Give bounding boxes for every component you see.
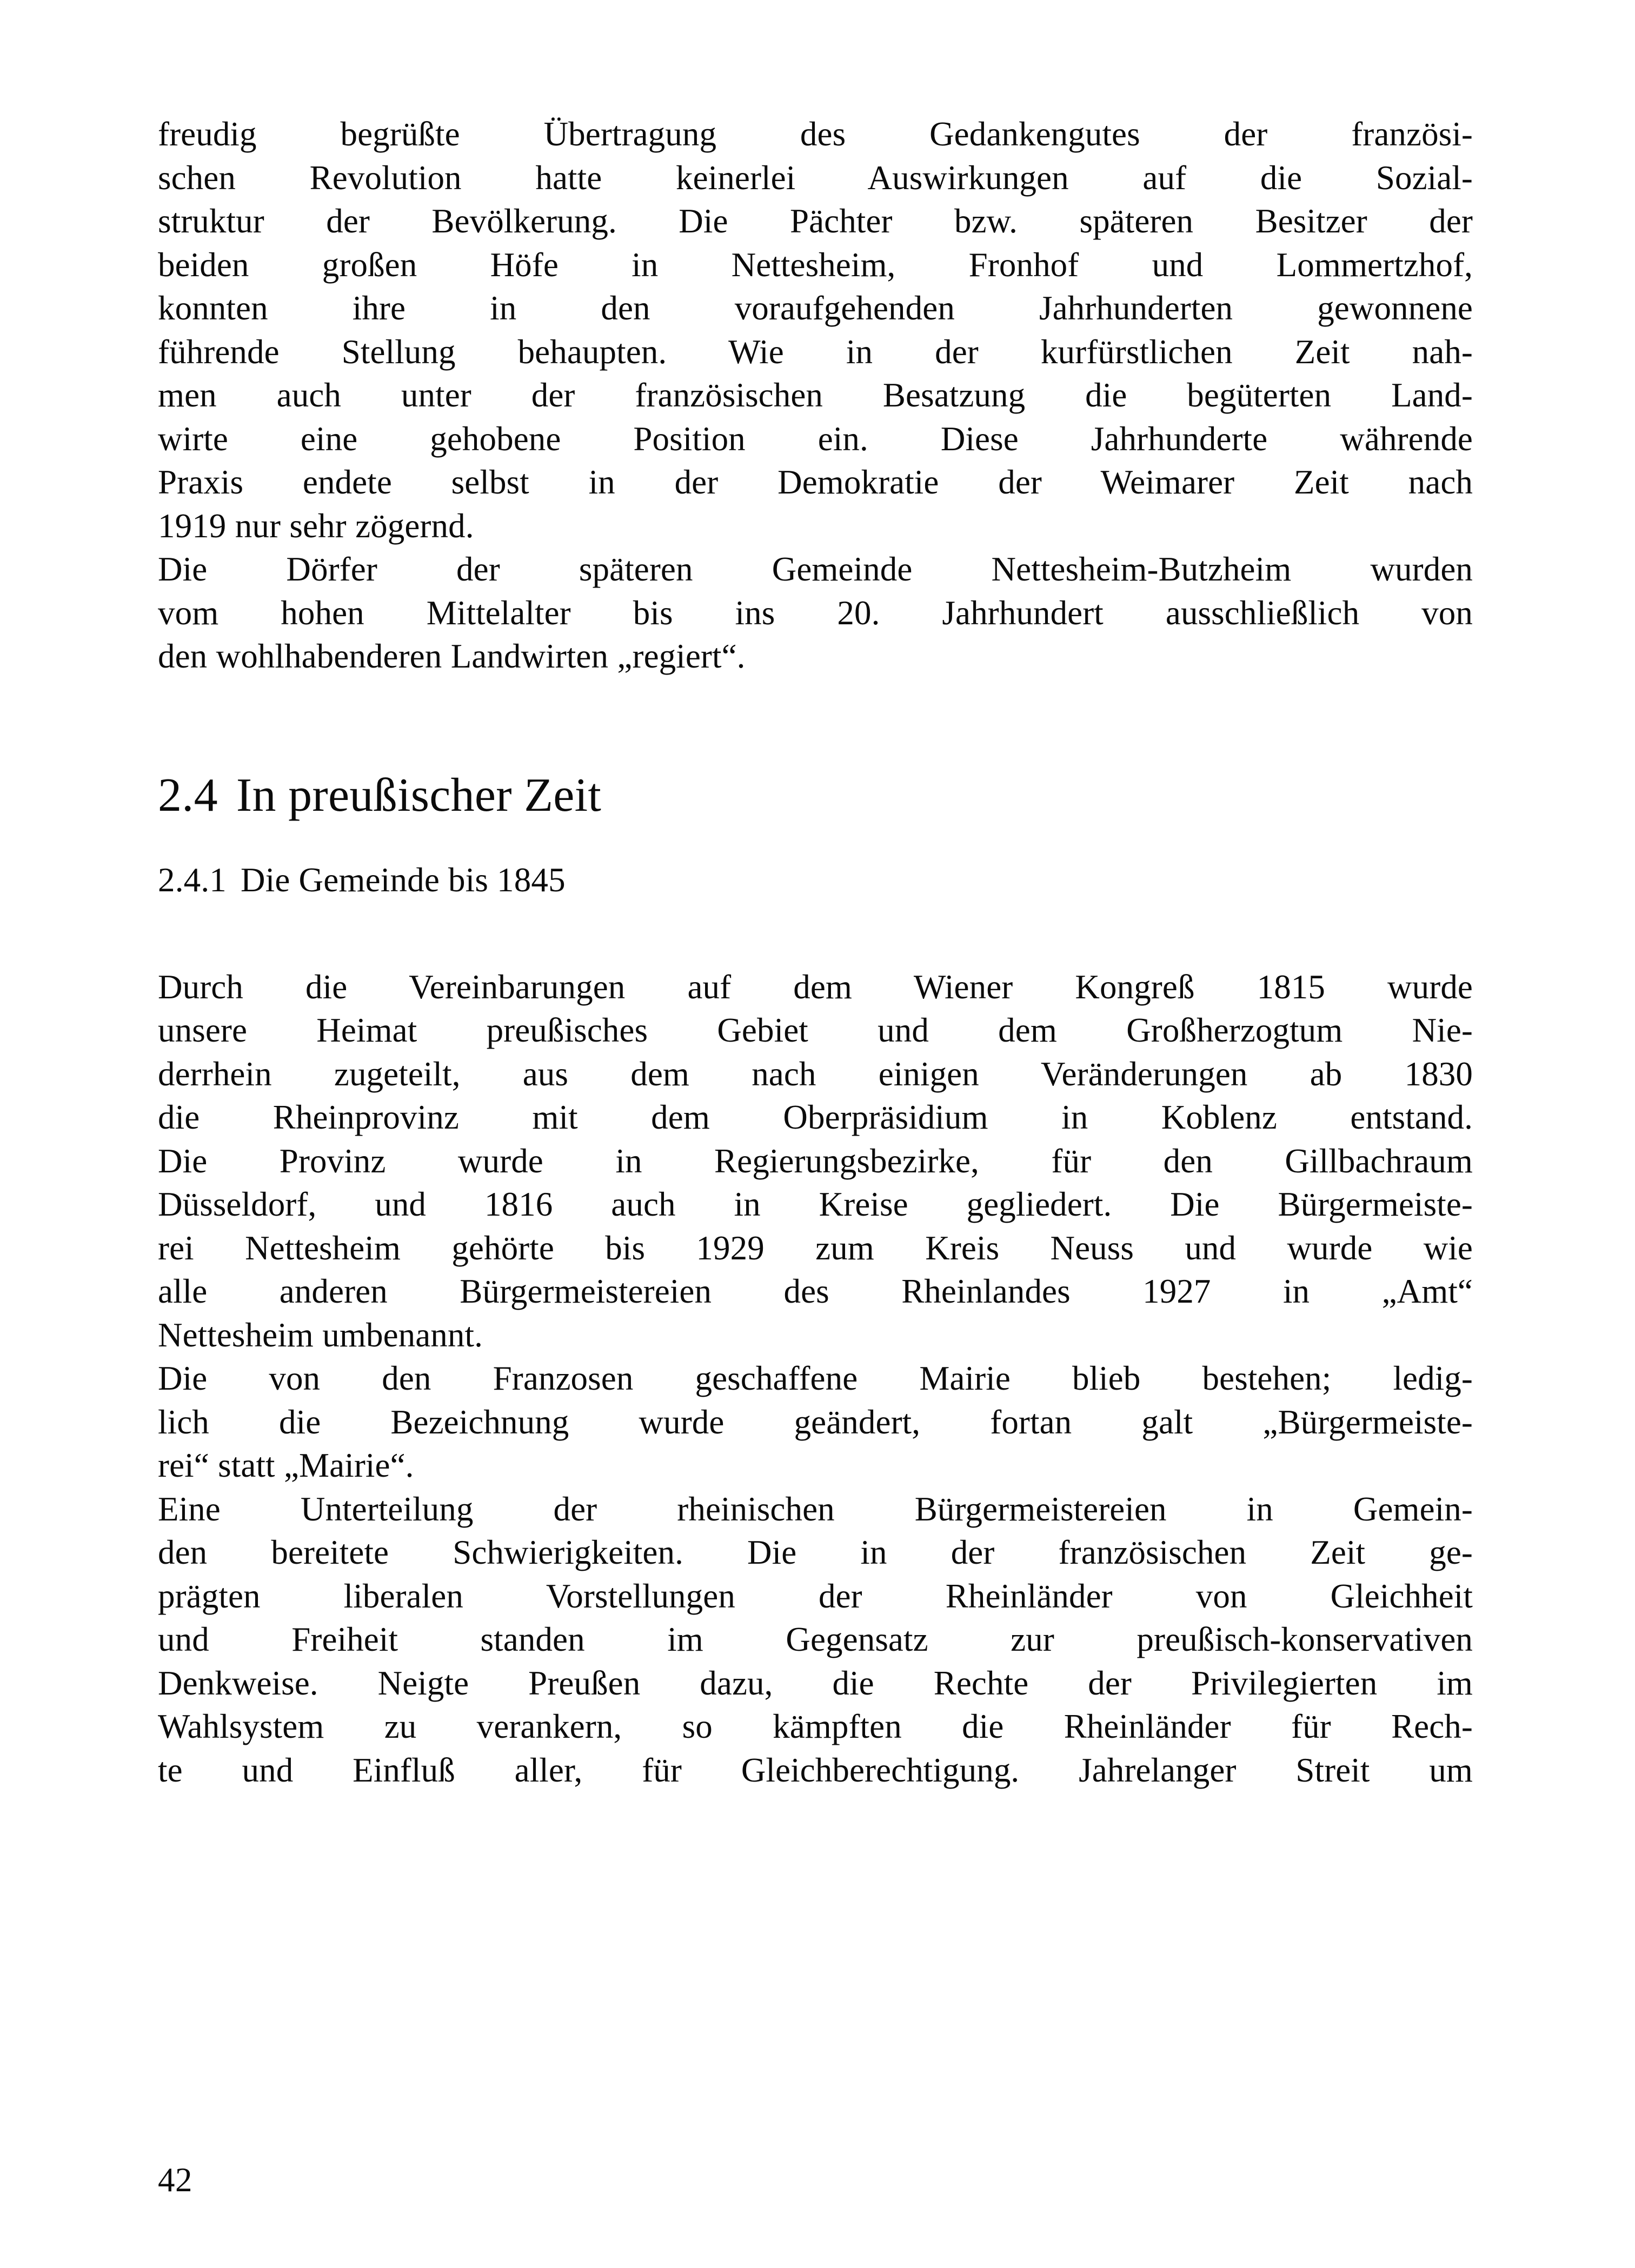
text-line: rei“ statt „Mairie“. [158, 1446, 414, 1484]
text-line: Nettesheim umbenannt. [158, 1316, 483, 1354]
text-line: führende Stellung behaupten. Wie in der kurfürstlichen Zeit nah- [158, 332, 1473, 371]
text-line: unsere Heimat preußisches Gebiet und dem Großherzogtum Nie- [158, 1011, 1473, 1049]
section-number: 2.4 [158, 769, 218, 822]
text-column [158, 112, 1473, 1792]
spacer [158, 678, 1473, 769]
paragraph [158, 965, 1473, 1357]
subsection-number: 2.4.1 [158, 860, 227, 899]
text-line: alle anderen Bürgermeistereien des Rheinlandes 1927 in „Amt“ [158, 1272, 1473, 1310]
paragraph [158, 1487, 1473, 1792]
subsection-title: Die Gemeinde bis 1845 [241, 860, 566, 899]
text-line: Eine Unterteilung der rheinischen Bürgermeistereien in Gemein- [158, 1490, 1473, 1528]
text-line: schen Revolution hatte keinerlei Auswirkungen auf die Sozial- [158, 158, 1473, 197]
text-line: Denkweise. Neigte Preußen dazu, die Rechte der Privilegierten im [158, 1664, 1473, 1702]
subsection-heading [158, 859, 1473, 900]
paragraph [158, 1357, 1473, 1487]
text-line: Praxis endete selbst in der Demokratie der Weimarer Zeit nach [158, 463, 1473, 501]
text-line: den bereitete Schwierigkeiten. Die in der französischen Zeit ge- [158, 1533, 1473, 1571]
section-title: In preußischer Zeit [236, 769, 602, 822]
text-line: Durch die Vereinbarungen auf dem Wiener Kongreß 1815 wurde [158, 968, 1473, 1006]
paragraph [158, 548, 1473, 678]
section-heading [158, 769, 1473, 823]
text-line: die Rheinprovinz mit dem Oberpräsidium in Koblenz entstand. [158, 1098, 1473, 1136]
page-number: 42 [158, 2161, 192, 2199]
text-line: rei Nettesheim gehörte bis 1929 zum Kreis Neuss und wurde wie [158, 1229, 1473, 1267]
text-line: konnten ihre in den voraufgehenden Jahrhunderten gewonnene [158, 289, 1473, 327]
text-line: Die Provinz wurde in Regierungsbezirke, für den Gillbachraum [158, 1142, 1473, 1180]
text-line: und Freiheit standen im Gegensatz zur preußisch-konservativen [158, 1620, 1473, 1658]
spacer [158, 900, 1473, 965]
text-line: struktur der Bevölkerung. Die Pächter bzw. späteren Besitzer der [158, 202, 1473, 240]
text-line: Düsseldorf, und 1816 auch in Kreise gegliedert. Die Bürgermeiste- [158, 1185, 1473, 1223]
text-line: prägten liberalen Vorstellungen der Rheinländer von Gleichheit [158, 1577, 1473, 1615]
text-line: derrhein zugeteilt, aus dem nach einigen Veränderungen ab 1830 [158, 1055, 1473, 1093]
text-line: Die Dörfer der späteren Gemeinde Nettesheim-Butzheim wurden [158, 550, 1473, 588]
text-line: te und Einfluß aller, für Gleichberechtigung. Jahrelanger Streit um [158, 1751, 1473, 1789]
text-line: men auch unter der französischen Besatzung die begüterten Land- [158, 376, 1473, 414]
text-line: freudig begrüßte Übertragung des Gedankengutes der französi- [158, 115, 1473, 153]
text-line: lich die Bezeichnung wurde geändert, fortan galt „Bürgermeiste- [158, 1403, 1473, 1441]
text-line: vom hohen Mittelalter bis ins 20. Jahrhundert ausschließlich von [158, 593, 1473, 632]
text-line: wirte eine gehobene Position ein. Diese Jahrhunderte währende [158, 419, 1473, 458]
paragraph-continuation [158, 112, 1473, 548]
text-line: 1919 nur sehr zögernd. [158, 506, 474, 545]
text-line: beiden großen Höfe in Nettesheim, Fronhof und Lommertzhof, [158, 245, 1473, 284]
spacer [158, 823, 1473, 859]
text-line: den wohlhabenderen Landwirten „regiert“. [158, 637, 746, 675]
text-line: Wahlsystem zu verankern, so kämpften die Rheinländer für Rech- [158, 1707, 1473, 1745]
text-line: Die von den Franzosen geschaffene Mairie blieb bestehen; ledig- [158, 1359, 1473, 1397]
